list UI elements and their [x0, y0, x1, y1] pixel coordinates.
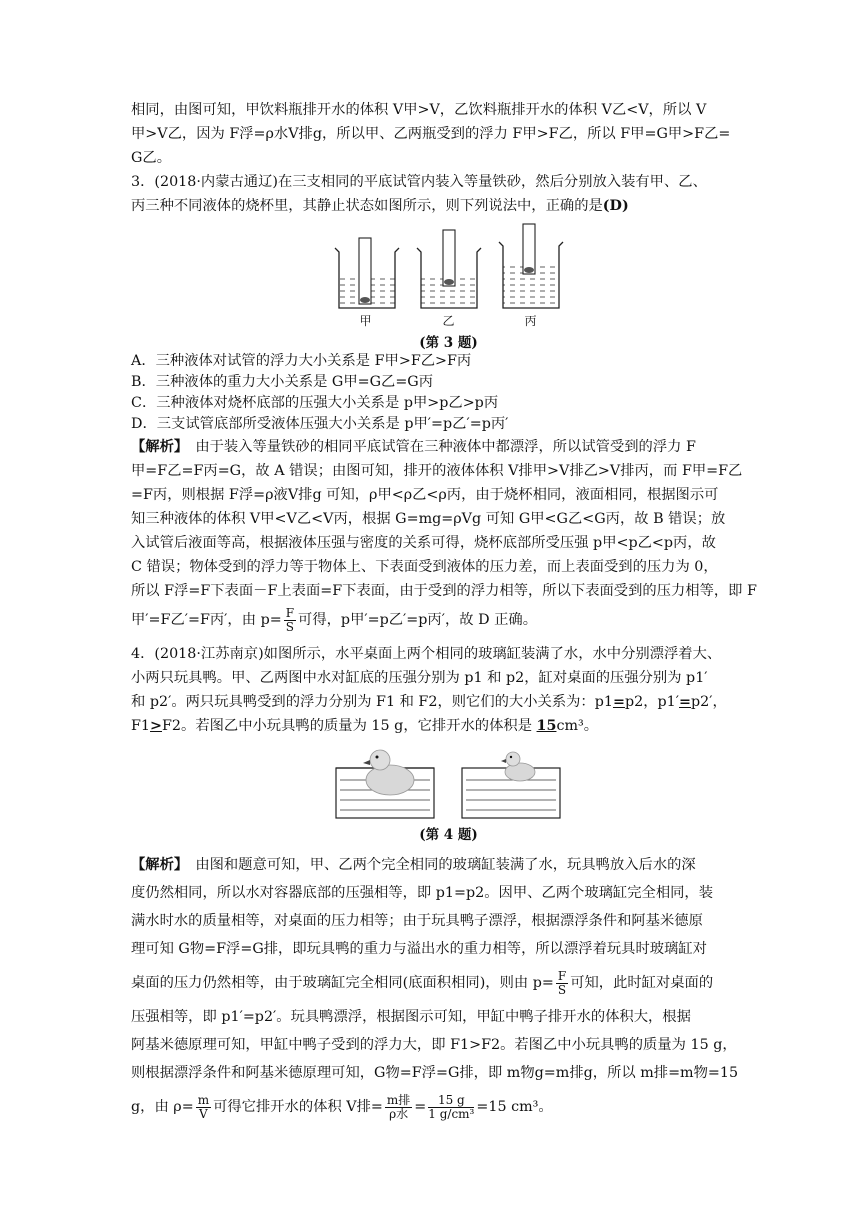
- text-line: 则根据漂浮条件和阿基米德原理可知，G物=F浮=G排，即 m物g=m排g，所以 m排=m物=15: [131, 1065, 739, 1081]
- q3-figure: [131, 222, 766, 351]
- tank-yi: [462, 752, 560, 818]
- label-jia: 甲: [359, 314, 372, 328]
- tanks-diagram: [334, 748, 564, 820]
- q4-stem-line: 小两只玩具鸭。甲、乙两图中水对缸底的压强分别为 p1 和 p2，缸对桌面的压强分别为 p1′: [131, 670, 708, 686]
- fraction: $\frac{F}{S}$: [285, 605, 295, 634]
- q4-stem-line: 和 p2′。两只玩具鸭受到的浮力分别为 F1 和 F2，则它们的大小关系为：p1=p2，p1′=p2′，: [131, 694, 727, 710]
- q3-stem-line: 丙三种不同液体的烧杯里，其静止状态如图所示，则下列说法中，正确的是(D): [131, 198, 629, 214]
- analysis-tag: 【解析】: [131, 857, 182, 873]
- q4-figure: [131, 748, 766, 843]
- q3-stem-line: 3．(2018·内蒙古通辽)在三支相同的平底试管内装入等量铁砂，然后分别放入装有甲、乙、: [131, 174, 707, 190]
- analysis-tag: 【解析】: [131, 439, 182, 455]
- prev-analysis: [131, 98, 766, 170]
- q3-option-c: C．三种液体对烧杯底部的压强大小关系是 p甲>p乙>p丙: [131, 395, 499, 411]
- text-line: 相同，由图可知，甲饮料瓶排开水的体积 V甲>V，乙饮料瓶排开水的体积 V乙<V，所以 V: [131, 102, 707, 118]
- text-line: 甲′=F乙′=F丙′，由 p= $\frac{F}{S}$ 可得，p甲′=p乙′=p丙′，故 D 正确。: [131, 605, 538, 634]
- text-line: g，由 ρ= $\frac{m}{V}$ 可得它排开水的体积 V排= $\frac{\text{m排}}{\text{ρ水}}$ = $\frac{15 g}{\text{1 g/cm³}}$ =15 cm³。: [131, 1092, 553, 1121]
- tank-jia: [336, 750, 434, 818]
- q3-analysis: [131, 435, 766, 637]
- q3-option-a: A．三种液体对试管的浮力大小关系是 F甲>F乙>F丙: [131, 353, 472, 369]
- q4-answer-4: 15: [536, 718, 557, 734]
- text-line: G乙。: [131, 150, 172, 166]
- q3-option-b: B．三种液体的重力大小关系是 G甲=G乙=G丙: [131, 374, 434, 390]
- text-line: 理可知 G物=F浮=G排，即玩具鸭的重力与溢出水的重力相等，所以漂浮着玩具时玻璃缸对: [131, 941, 707, 957]
- q3-options: [131, 351, 766, 435]
- text-line: 满水时水的质量相等，对桌面的压力相等；由于玩具鸭子漂浮，根据漂浮条件和阿基米德原: [131, 913, 703, 929]
- text-line: =F丙，则根据 F浮=ρ液V排g 可知，ρ甲<ρ乙<ρ丙，由于烧杯相同，液面相同，根据图示可: [131, 487, 719, 503]
- label-bing: 丙: [524, 314, 537, 328]
- q3-option-d: D．三支试管底部所受液体压强大小关系是 p甲′=p乙′=p丙′: [131, 416, 509, 432]
- fraction: $\frac{15 g}{\text{1 g/cm³}}$: [428, 1092, 475, 1121]
- q4-caption: (第 4 题): [419, 827, 478, 843]
- small-duck-icon: [501, 752, 535, 781]
- text-line: 【解析】 由图和题意可知，甲、乙两个完全相同的玻璃缸装满了水，玩具鸭放入后水的深: [131, 857, 696, 873]
- q3-caption: (第 3 题): [419, 335, 478, 351]
- fraction: $\frac{F}{S}$: [557, 968, 567, 997]
- big-duck-icon: [363, 750, 414, 795]
- q4-analysis: [131, 851, 766, 1127]
- question-4: [131, 642, 766, 1127]
- text-line: 甲=F乙=F丙=G，故 A 错误；由图可知，排开的液体体积 V排甲>V排乙>V排丙，而 F甲=F乙: [131, 463, 743, 479]
- beakers-diagram: [329, 222, 569, 326]
- text-line: 阿基米德原理可知，甲缸中鸭子受到的浮力大，即 F1>F2。若图乙中小玩具鸭的质量为 15 g，: [131, 1037, 737, 1053]
- text-line: 甲>V乙，因为 F浮=ρ水V排g，所以甲、乙两瓶受到的浮力 F甲>F乙，所以 F甲=G甲>F乙=: [131, 126, 731, 142]
- text-line: 桌面的压力仍然相等，由于玻璃缸完全相同(底面积相同)，则由 p= $\frac{F}{S}$ 可知，此时缸对桌面的: [131, 968, 714, 997]
- text-line: 所以 F浮=F下表面－F上表面=F下表面，由于受到的浮力相等，所以下表面受到的压力相等，即 F: [131, 583, 757, 599]
- q4-answer-1: =: [612, 694, 625, 710]
- beaker-bing: [499, 224, 563, 308]
- q4-answer-3: >: [150, 718, 163, 734]
- q4-stem-line: F1>F2。若图乙中小玩具鸭的质量为 15 g，它排开水的体积是 15cm³。: [131, 718, 599, 734]
- fraction: $\frac{\text{m排}}{\text{ρ水}}$: [386, 1092, 411, 1121]
- beaker-jia: [335, 238, 399, 308]
- text-line: 【解析】 由于装入等量铁砂的相同平底试管在三种液体中都漂浮，所以试管受到的浮力 F: [131, 439, 696, 455]
- q4-answer-2: =: [679, 694, 691, 710]
- text-line: 压强相等，即 p1′=p2′。玩具鸭漂浮，根据图示可知，甲缸中鸭子排开水的体积大，根据: [131, 1009, 691, 1025]
- label-yi: 乙: [442, 314, 455, 328]
- text-line: 知三种液体的体积 V甲<V乙<V丙，根据 G=mg=ρVg 可知 G甲<G乙<G丙，故 B 错误；放: [131, 511, 726, 527]
- q3-answer: (D): [602, 198, 629, 214]
- text-line: 度仍然相同，所以水对容器底部的压强相等，即 p1=p2。因甲、乙两个玻璃缸完全相同，装: [131, 885, 714, 901]
- fraction: $\frac{m}{V}$: [197, 1092, 210, 1121]
- text-line: 入试管后液面等高，根据液体压强与密度的关系可得，烧杯底部所受压强 p甲<p乙<p丙，故: [131, 535, 716, 551]
- question-3: [131, 170, 766, 637]
- text-line: C 错误；物体受到的浮力等于物体上、下表面受到液体的压力差，而上表面受到的压力为 0，: [131, 559, 718, 575]
- beaker-yi: [417, 230, 481, 308]
- q4-stem-line: 4．(2018·江苏南京)如图所示，水平桌面上两个相同的玻璃缸装满了水，水中分别漂浮着大、: [131, 646, 722, 662]
